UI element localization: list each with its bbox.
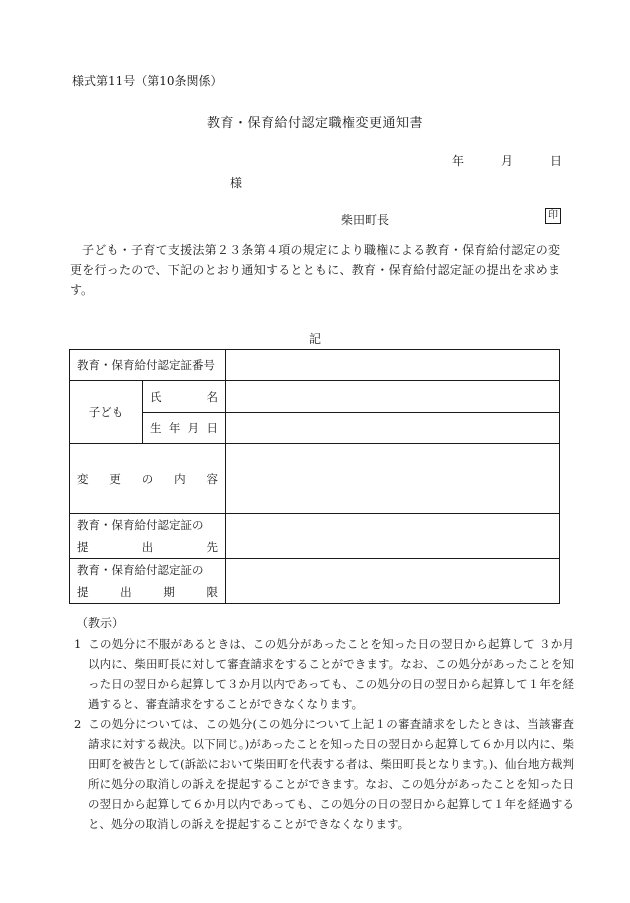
child-label: 子ども: [70, 381, 143, 444]
name-label-char: 名: [206, 389, 218, 404]
table-row-name: [70, 381, 560, 413]
submit-to-label-char: 先: [206, 540, 218, 554]
deadline-label-line2: [77, 581, 218, 603]
change-value: [226, 444, 560, 514]
note-item: [74, 634, 574, 714]
notes-heading: （教示）: [76, 616, 125, 630]
cert-number-label: 教育・保育給付認定証番号: [70, 350, 226, 381]
note-number: 2: [74, 717, 82, 731]
body-paragraph: 子ども・子育て支援法第２３条第４項の規定により職権による教育・保育給付認定の変更を行ったので、下記のとおり通知するとともに、教育・保育給付認定証の提出を求めます。: [70, 243, 560, 297]
cert-number-value: [226, 350, 560, 381]
table-row-deadline: [70, 559, 560, 604]
deadline-value: [226, 559, 560, 604]
change-label-char: 容: [206, 471, 218, 486]
deadline-label-char: 出: [120, 585, 132, 599]
submit-to-value: [226, 514, 560, 559]
seal-stamp: 印: [545, 208, 561, 224]
date-month: 月: [500, 154, 513, 168]
birthdate-label: [143, 413, 226, 444]
birthdate-label-char: 年: [168, 421, 181, 435]
date-line: [452, 152, 562, 169]
table-row-birthdate: [70, 413, 560, 444]
addressee-suffix: 様: [230, 176, 243, 190]
table-row-change: [70, 444, 560, 514]
document-title: 教育・保育給付認定職権変更通知書: [206, 116, 423, 131]
name-label: [143, 381, 226, 413]
birthdate-value: [226, 413, 560, 444]
submit-to-label-char: 提: [77, 540, 89, 554]
submit-to-label-line1: 教育・保育給付認定証の: [77, 518, 204, 532]
sender-name: 柴田町長: [341, 213, 390, 227]
submit-to-label-line2: [77, 536, 218, 558]
birthdate-label-char: 月: [187, 421, 200, 435]
note-number: 1: [74, 637, 82, 651]
note-item: [74, 714, 574, 834]
submit-to-label: [70, 514, 226, 559]
notification-table: [69, 349, 560, 604]
change-label: [70, 444, 226, 514]
change-label-char: の: [141, 471, 154, 486]
date-day: 日: [549, 154, 562, 168]
deadline-label-char: 期: [163, 585, 175, 599]
birthdate-label-char: 生: [150, 421, 162, 435]
name-label-char: 氏: [150, 389, 162, 404]
name-value: [226, 381, 560, 413]
deadline-label-char: 限: [206, 585, 218, 599]
change-label-char: 更: [109, 471, 121, 486]
change-label-chars: [77, 471, 218, 487]
deadline-label-char: 提: [77, 585, 89, 599]
name-label-chars: [150, 389, 218, 405]
date-year: 年: [452, 154, 465, 168]
note-text: この処分については、この処分(この処分について上記１の審査請求をしたときは、当該審査請求に対する裁決。以下同じ。)があったことを知った日の翌日から起算して６か月以内に、柴田町を被告として(訴訟において柴田町を代表する者は、柴田町長となります。)、仙台地方裁判所に処分の取消しの訴えを提起することができます。なお、この処分があったことを知った日の翌日から起算して６か月以内であっても、この処分の日の翌日から起算して１年を経過すると、処分の取消しの訴えを提起することができなくなります。: [88, 717, 574, 831]
submit-to-label-char: 出: [141, 540, 154, 554]
change-label-char: 変: [77, 471, 89, 486]
deadline-label: [70, 559, 226, 604]
birthdate-label-chars: [150, 420, 218, 436]
ki-heading: 記: [308, 332, 321, 346]
table-row-cert-number: [70, 350, 560, 381]
birthdate-label-char: 日: [206, 421, 218, 435]
note-text: この処分に不服があるときは、この処分があったことを知った日の翌日から起算して ３か月以内に、柴田町長に対して審査請求をすることができます。なお、この処分があったことを知った日の翌日から起算して３か月以内であっても、この処分の日の翌日から起算して１年を経過すると、審査請求をすることができなくなります。: [88, 637, 574, 711]
deadline-label-line1: 教育・保育給付認定証の: [77, 563, 204, 577]
form-number: 様式第11号（第10条関係）: [72, 74, 223, 88]
table-row-submit-to: [70, 514, 560, 559]
change-label-char: 内: [174, 471, 186, 486]
